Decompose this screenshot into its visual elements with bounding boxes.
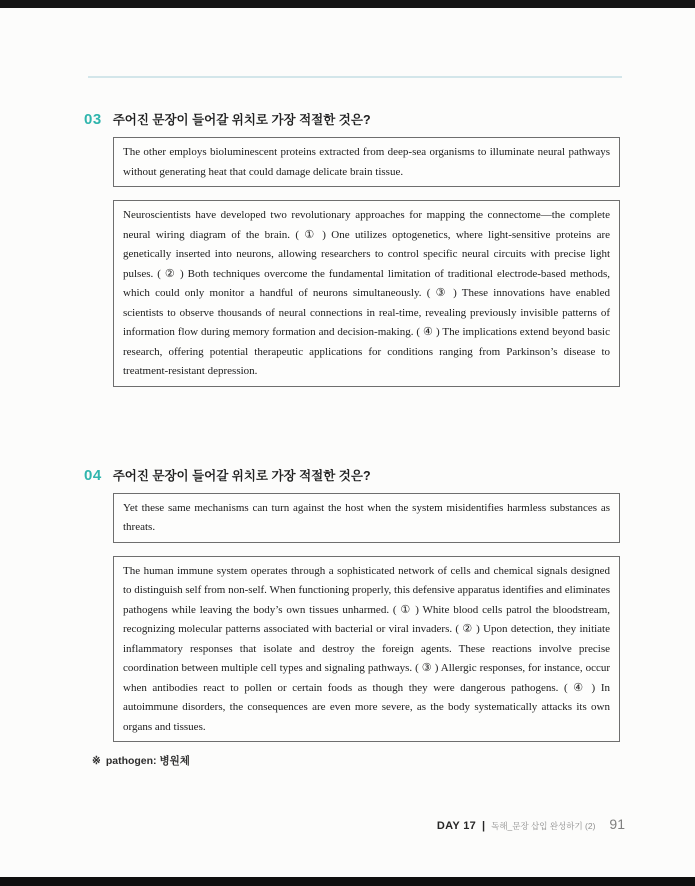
- page-footer: [437, 816, 625, 832]
- question-number: 04: [84, 466, 102, 484]
- passage-box: [113, 200, 620, 387]
- question-block-03: [84, 110, 622, 387]
- question-number: 03: [84, 111, 102, 128]
- given-sentence-box: [113, 493, 620, 543]
- footer-section-title: 독해_문장 삽입 완성하기 (2): [491, 821, 596, 831]
- question-header-03: [84, 110, 622, 128]
- footnote-marker: ※: [92, 755, 101, 767]
- question-prompt: 주어진 문장이 들어갈 위치로 가장 적절한 것은?: [112, 468, 371, 483]
- question-header-04: [84, 466, 622, 484]
- footer-day-label: DAY 17: [436, 820, 477, 832]
- footer-page-number: 91: [609, 816, 625, 832]
- question-prompt: 주어진 문장이 들어갈 위치로 가장 적절한 것은?: [112, 113, 371, 127]
- top-black-bar: [0, 0, 695, 8]
- page-content: [84, 110, 622, 768]
- vocabulary-footnote: [92, 753, 622, 768]
- passage-text: The human immune system operates through a sophisticated network of cells and chemical signals designed to distinguish self from non-self. When functioning properly, this defensive apparatus identifies and eliminates pathogens while leaving the body’s own tissues unharmed. ( ① ) White blood cells patrol the bloodstream, recognizing molecular patterns associated with bacterial or viral invaders. ( ② ) Upon detection, they initiate inflammatory responses that isolate and destroy the foreign agents. These reactions involve precise coordination between multiple cell types and signaling pathways. ( ③ ) Allergic responses, for instance, occur when antibodies react to pollen or certain foods as though they were dangerous pathogens. ( ④ ) In autoimmune disorders, the consequences are even more severe, as the body systematically attacks its own organs and tissues.: [123, 564, 610, 733]
- header-divider-line: [88, 76, 622, 78]
- footnote-text: pathogen: 병원체: [105, 755, 190, 767]
- passage-box: [113, 556, 620, 743]
- question-block-04: [84, 466, 622, 769]
- footer-separator: |: [482, 820, 486, 832]
- given-sentence-box: [113, 137, 620, 187]
- given-sentence-text: The other employs bioluminescent proteins extracted from deep-sea organisms to illuminate neural pathways without generating heat that could damage delicate brain tissue.: [123, 146, 610, 178]
- given-sentence-text: Yet these same mechanisms can turn against the host when the system misidentifies harmless substances as threats.: [123, 501, 610, 533]
- passage-text: Neuroscientists have developed two revolutionary approaches for mapping the connectome—the complete neural wiring diagram of the brain. ( ① ) One utilizes optogenetics, where light-sensitive proteins are genetically inserted into neurons, allowing researchers to control specific neural circuits with precise light pulses. ( ② ) Both techniques overcome the fundamental limitation of traditional electrode-based methods, which could only monitor a handful of neurons simultaneously. ( ③ ) These innovations have enabled scientists to observe thousands of neural connections in real-time, revealing previously invisible patterns of information flow during memory formation and decision-making. ( ④ ) The implications extend beyond basic research, offering potential therapeutic applications for conditions ranging from Parkinson’s disease to treatment-resistant depression.: [123, 209, 610, 377]
- bottom-black-bar: [0, 877, 695, 886]
